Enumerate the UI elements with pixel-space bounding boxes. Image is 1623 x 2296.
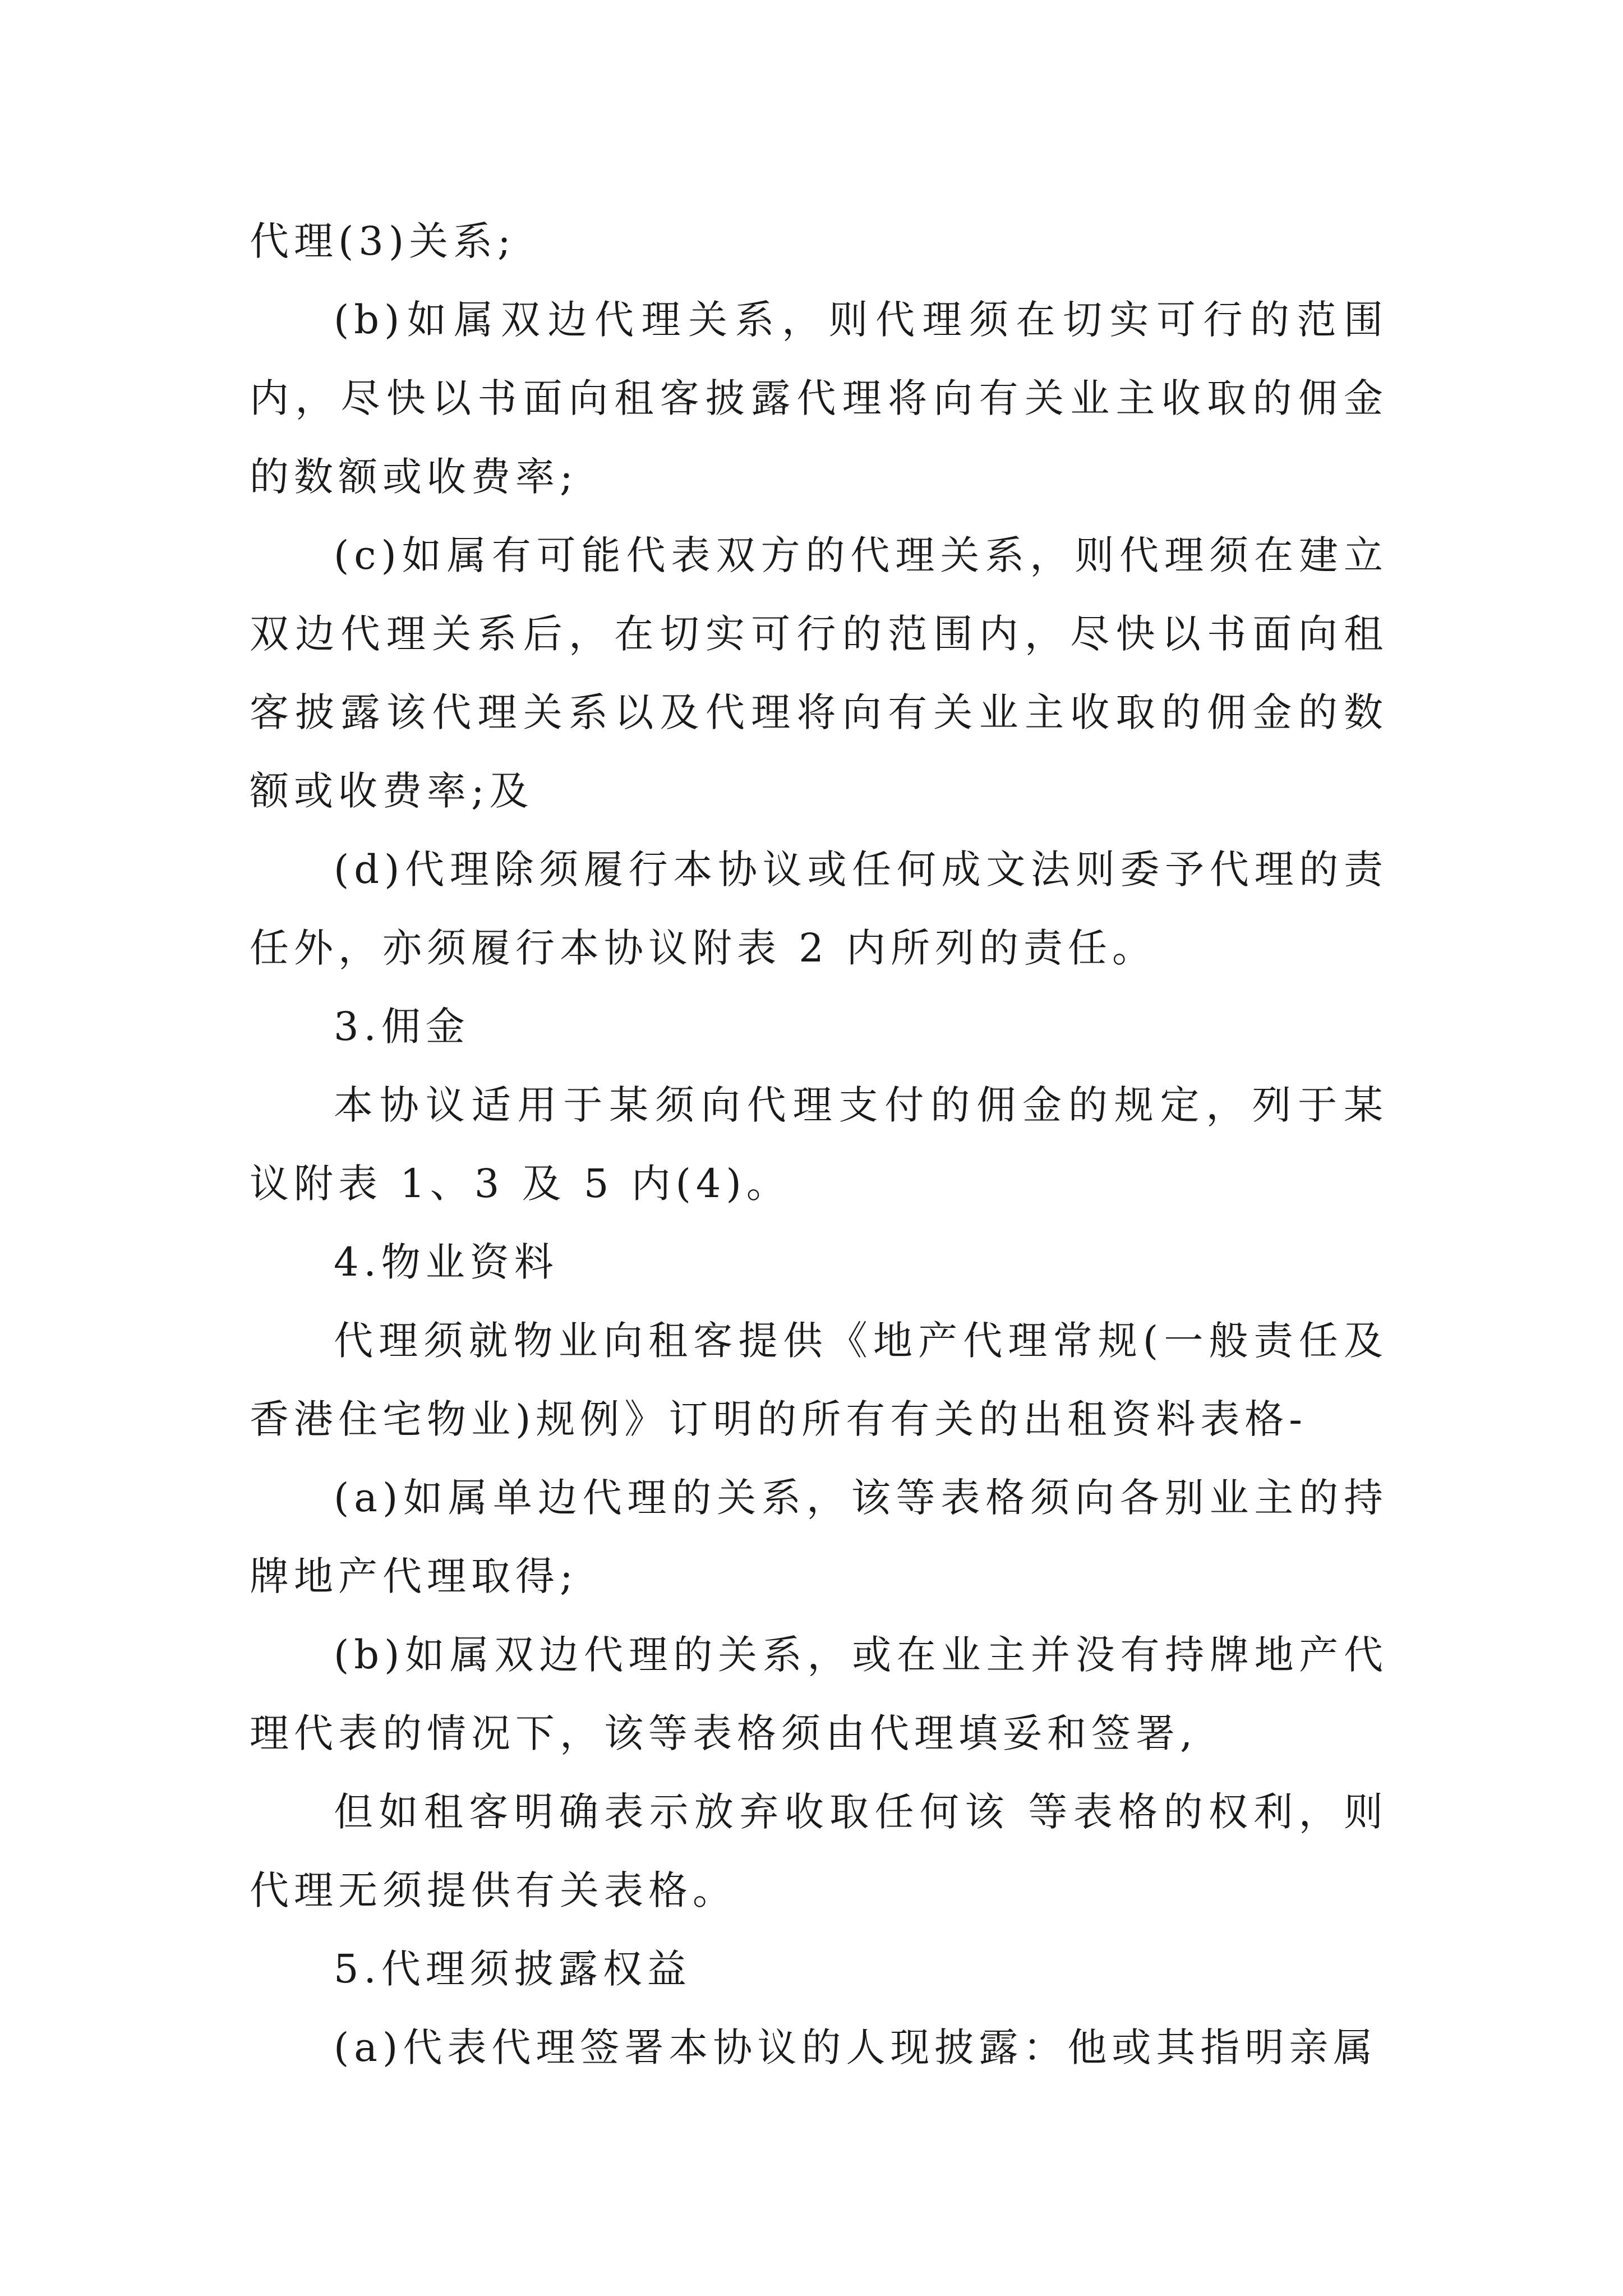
paragraph: (c)如属有可能代表双方的代理关系，则代理须在建立双边代理关系后，在切实可行的范围内，尽快以书面向租客披露该代理关系以及代理将向有关业主收取的佣金的数额或收费率;及 xyxy=(250,532,1388,814)
body-text xyxy=(250,202,1388,2087)
paragraph: 代理须就物业向租客提供《地产代理常规(一般责任及香港住宅物业)规例》订明的所有有关的出租资料表格- xyxy=(250,1318,1388,1442)
paragraph: 本协议适用于某须向代理支付的佣金的规定，列于某议附表 1、3 及 5 内(4)。 xyxy=(250,1082,1388,1207)
section-heading: 5.代理须披露权益 xyxy=(334,1946,691,1992)
section-heading: 3.佣金 xyxy=(334,1004,470,1050)
paragraph: (d)代理除须履行本协议或任何成文法则委予代理的责任外，亦须履行本协议附表 2 内所列的责任。 xyxy=(250,846,1388,971)
section-heading: 4.物业资料 xyxy=(334,1239,559,1285)
paragraph: (a)如属单边代理的关系，该等表格须向各别业主的持牌地产代理取得; xyxy=(250,1475,1388,1599)
paragraph: (a)代表代理签署本协议的人现披露：他或其指明亲属 xyxy=(334,2024,1378,2070)
paragraph: 但如租客明确表示放弃收取任何该 等表格的权利，则代理无须提供有关表格。 xyxy=(250,1789,1388,1913)
paragraph: 代理(3)关系; xyxy=(250,218,516,264)
paragraph: (b)如属双边代理的关系，或在业主并没有持牌地产代理代表的情况下，该等表格须由代理填妥和签署, xyxy=(250,1632,1388,1756)
paragraph: (b)如属双边代理关系，则代理须在切实可行的范围内，尽快以书面向租客披露代理将向有关业主收取的佣金的数额或收费率; xyxy=(250,297,1388,500)
